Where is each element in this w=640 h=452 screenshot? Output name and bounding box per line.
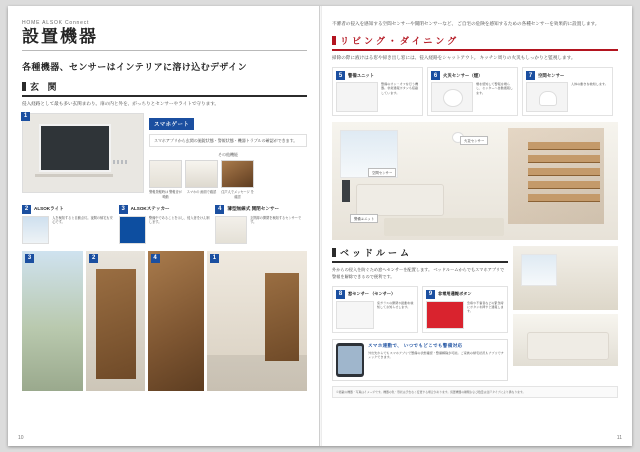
card-text: 煙を感知して警報を鳴らし、センターへ自動通報します。 <box>476 82 514 95</box>
door-shape <box>265 273 299 361</box>
card-text: 警備中であることを示し、侵入者をけん制します。 <box>148 215 210 224</box>
stair-step <box>528 168 600 176</box>
thumb-photo <box>185 160 218 188</box>
other-features-caption: その他機能 <box>218 152 238 158</box>
smartphone-promo <box>332 339 508 381</box>
card-photo <box>119 216 146 244</box>
card-photo <box>336 82 378 112</box>
promo-title: スマホ連動で、 いつでもどこでも警備対応 <box>368 342 463 348</box>
sofa-shape <box>356 184 444 216</box>
thumb-caption: 住戸人でメッセージ を確認 <box>221 190 254 199</box>
marker-1b: 1 <box>210 254 219 263</box>
hero-tag-fire: 火災センサー <box>460 136 488 145</box>
card-body <box>22 216 114 244</box>
card-photo <box>526 82 568 112</box>
section-marker-icon <box>22 82 26 91</box>
section-title: リビング・ダイニング <box>340 36 460 47</box>
card-text: 窓ガラスの開閉や振動を検知してお知らせします。 <box>377 300 414 309</box>
card-photo <box>22 216 49 244</box>
space-sensor-icon <box>539 91 557 106</box>
marker-6: 6 <box>431 71 440 80</box>
card-title: 警備ユニット <box>348 72 375 78</box>
thumb-photo <box>149 160 182 188</box>
card-security-unit <box>332 67 423 116</box>
photo-entrance-light <box>86 251 144 391</box>
card-title: 窓センサー （センサー） <box>348 291 396 297</box>
entrance-device-cards <box>22 205 307 244</box>
door-shape <box>96 269 136 379</box>
photo-surface <box>22 251 83 391</box>
card-text: 玄関扉の開閉を検知するセンサーです。 <box>250 215 302 224</box>
living-device-cards <box>332 67 618 116</box>
card-header <box>336 71 419 80</box>
thumb-caption: スマホの 画面で確認 <box>186 190 217 195</box>
section-header-living <box>332 34 618 51</box>
photo-entrance-door <box>148 251 204 391</box>
stair-step <box>528 142 600 150</box>
section-title: 玄 関 <box>30 81 60 92</box>
section-description: 侵入経路として最も多い玄関まわり。扉の内と外を、がっちりとセンサーやライトで守ります。 <box>22 100 220 106</box>
section-header-bedroom <box>332 246 508 263</box>
promo-text: 外出先からでもスマホアプリで警備の状態確認・警備解除が可能。ご家族の帰宅状況もアプリでチェックできます。 <box>368 350 504 359</box>
marker-5: 5 <box>336 71 345 80</box>
card-body <box>431 82 514 112</box>
bedroom-description: 外からの侵入を防ぐため窓へセンサーを配置します。 ベッドルームからでもスマホアプリで警報を解除できるので便利です。 <box>332 267 505 279</box>
window-shape <box>521 254 557 286</box>
card-emergency-button <box>422 286 508 333</box>
bed-shape <box>527 332 609 360</box>
photo-surface <box>207 251 307 391</box>
section-marker-icon <box>332 248 336 257</box>
card-photo <box>215 216 247 244</box>
marker-1: 1 <box>21 112 30 121</box>
rug-shape <box>384 218 504 236</box>
marker-2: 2 <box>22 205 31 214</box>
panel-stand <box>35 174 113 177</box>
card-title: 空間センサー <box>538 72 565 78</box>
marker-4: 4 <box>215 205 224 214</box>
section-marker-icon <box>332 36 336 45</box>
bedroom-photo-top <box>513 246 618 310</box>
stair-step <box>528 194 600 202</box>
living-room-photo <box>332 122 618 240</box>
intro-text: 不審者の侵入を感知する空間センサーや開閉センサーなど、 ご自宅の危険を感知するための各種センサーを効果的に設置します。 <box>332 21 600 26</box>
panel-screen <box>39 124 111 172</box>
marker-3: 3 <box>119 205 128 214</box>
card-body <box>119 216 211 244</box>
smart-gate-tag: スマホゲート <box>149 118 194 130</box>
marker-7: 7 <box>526 71 535 80</box>
card-space-sensor <box>522 67 613 116</box>
photo-surface <box>86 251 144 391</box>
card-text: 警備のオン・オフを行う機器。非常通報ボタンも搭載しています。 <box>381 82 419 95</box>
card-title: ALSOKライト <box>34 206 64 212</box>
card-header <box>526 71 609 80</box>
card-header <box>336 290 414 299</box>
card-body <box>426 301 504 329</box>
bedroom-block <box>332 246 618 380</box>
photo-entrance-exterior <box>22 251 83 391</box>
tv-shape <box>342 180 350 202</box>
bedroom-photo-col <box>513 246 618 380</box>
smartphone-gate-block <box>149 113 307 199</box>
brochure-spread <box>8 6 632 446</box>
marker-9: 9 <box>426 290 435 299</box>
marker-8: 8 <box>336 290 345 299</box>
card-body <box>215 216 307 244</box>
card-alsok-sticker <box>119 205 211 244</box>
hero-tag-space: 空間センサー <box>368 168 396 177</box>
card-title: ALSOKステッカー <box>130 206 170 212</box>
card-photo <box>431 82 473 112</box>
smart-gate-note: スマホアプリから玄関の施錠状態・警報状態・機器トラブルの確認ができます。 <box>149 134 307 148</box>
page-left <box>8 6 320 446</box>
card-body <box>336 82 419 112</box>
feature-thumbnails <box>149 160 307 198</box>
marker-4b: 4 <box>151 254 160 263</box>
card-header <box>22 205 114 214</box>
entrance-top-row <box>22 113 307 199</box>
thumb-caption: 警報発報時は 警報音が鳴動 <box>149 190 182 199</box>
page-number-right: 11 <box>616 435 622 441</box>
card-title: 火災センサー（煙） <box>443 72 483 78</box>
panel-buttons-icon <box>113 160 129 164</box>
marker-3b: 3 <box>25 254 34 263</box>
section-title: ベッドルーム <box>340 248 413 259</box>
list-item <box>149 160 182 198</box>
smoke-detector-icon <box>443 89 463 107</box>
card-alsok-light <box>22 205 114 244</box>
card-body <box>526 82 609 112</box>
marker-2b: 2 <box>89 254 98 263</box>
card-title: 薄型無線式 開閉センサー <box>227 206 280 212</box>
list-item <box>221 160 254 198</box>
card-header <box>215 205 307 214</box>
list-item <box>185 160 218 198</box>
smartphone-icon <box>336 343 364 377</box>
entrance-photo-strip <box>22 251 307 391</box>
phone-screen <box>338 346 362 374</box>
lead-text: 各種機器、センサーはインテリアに溶け込むデザイン <box>22 61 247 72</box>
hero-tag-unit: 警備ユニット <box>350 214 378 223</box>
brand-name: HOME ALSOK Connect <box>22 20 90 26</box>
card-header <box>119 205 211 214</box>
page-right <box>320 6 632 446</box>
card-body <box>336 301 414 329</box>
photo-surface <box>148 251 204 391</box>
footnote-text: ※掲載の機器・写真はイメージです。機器の色・形状は予告なく変更する場合があります。設置機器の種類および数量は住戸タイプにより異なります。 <box>332 386 618 398</box>
stair-step <box>528 181 600 189</box>
card-fire-sensor <box>427 67 518 116</box>
page-title: 設置機器 <box>22 27 98 46</box>
card-text: 人を検知すると自動点灯。夜間の帰宅も安心です。 <box>52 215 113 224</box>
card-window-sensor <box>332 286 418 333</box>
control-panel-photo <box>22 113 144 193</box>
photo-entrance-hall <box>207 251 307 391</box>
card-header <box>426 290 504 299</box>
card-header <box>431 71 514 80</box>
card-text: 急病や不審者などの緊急時にボタンを押すと通報します。 <box>467 300 504 313</box>
bedroom-device-cards <box>332 286 508 333</box>
card-photo <box>336 301 374 329</box>
thumb-photo <box>221 160 254 188</box>
stair-step <box>528 155 600 163</box>
card-photo <box>426 301 464 329</box>
card-text: 人体の動きを検知します。 <box>571 82 608 87</box>
card-title: 非常用通報ボタン <box>438 291 472 297</box>
title-divider <box>22 50 307 51</box>
bedroom-photo-bottom <box>513 314 618 366</box>
card-open-close-sensor <box>215 205 307 244</box>
bedroom-text-col <box>332 246 508 380</box>
page-number-left: 10 <box>18 435 24 441</box>
section-header-entrance <box>22 80 307 97</box>
section-description: 掃除の際に液けはる窓や掃き出し窓には、侵入経路をシャットアウト。 キッチン周りの火災もしっかりと監視します。 <box>332 55 576 61</box>
